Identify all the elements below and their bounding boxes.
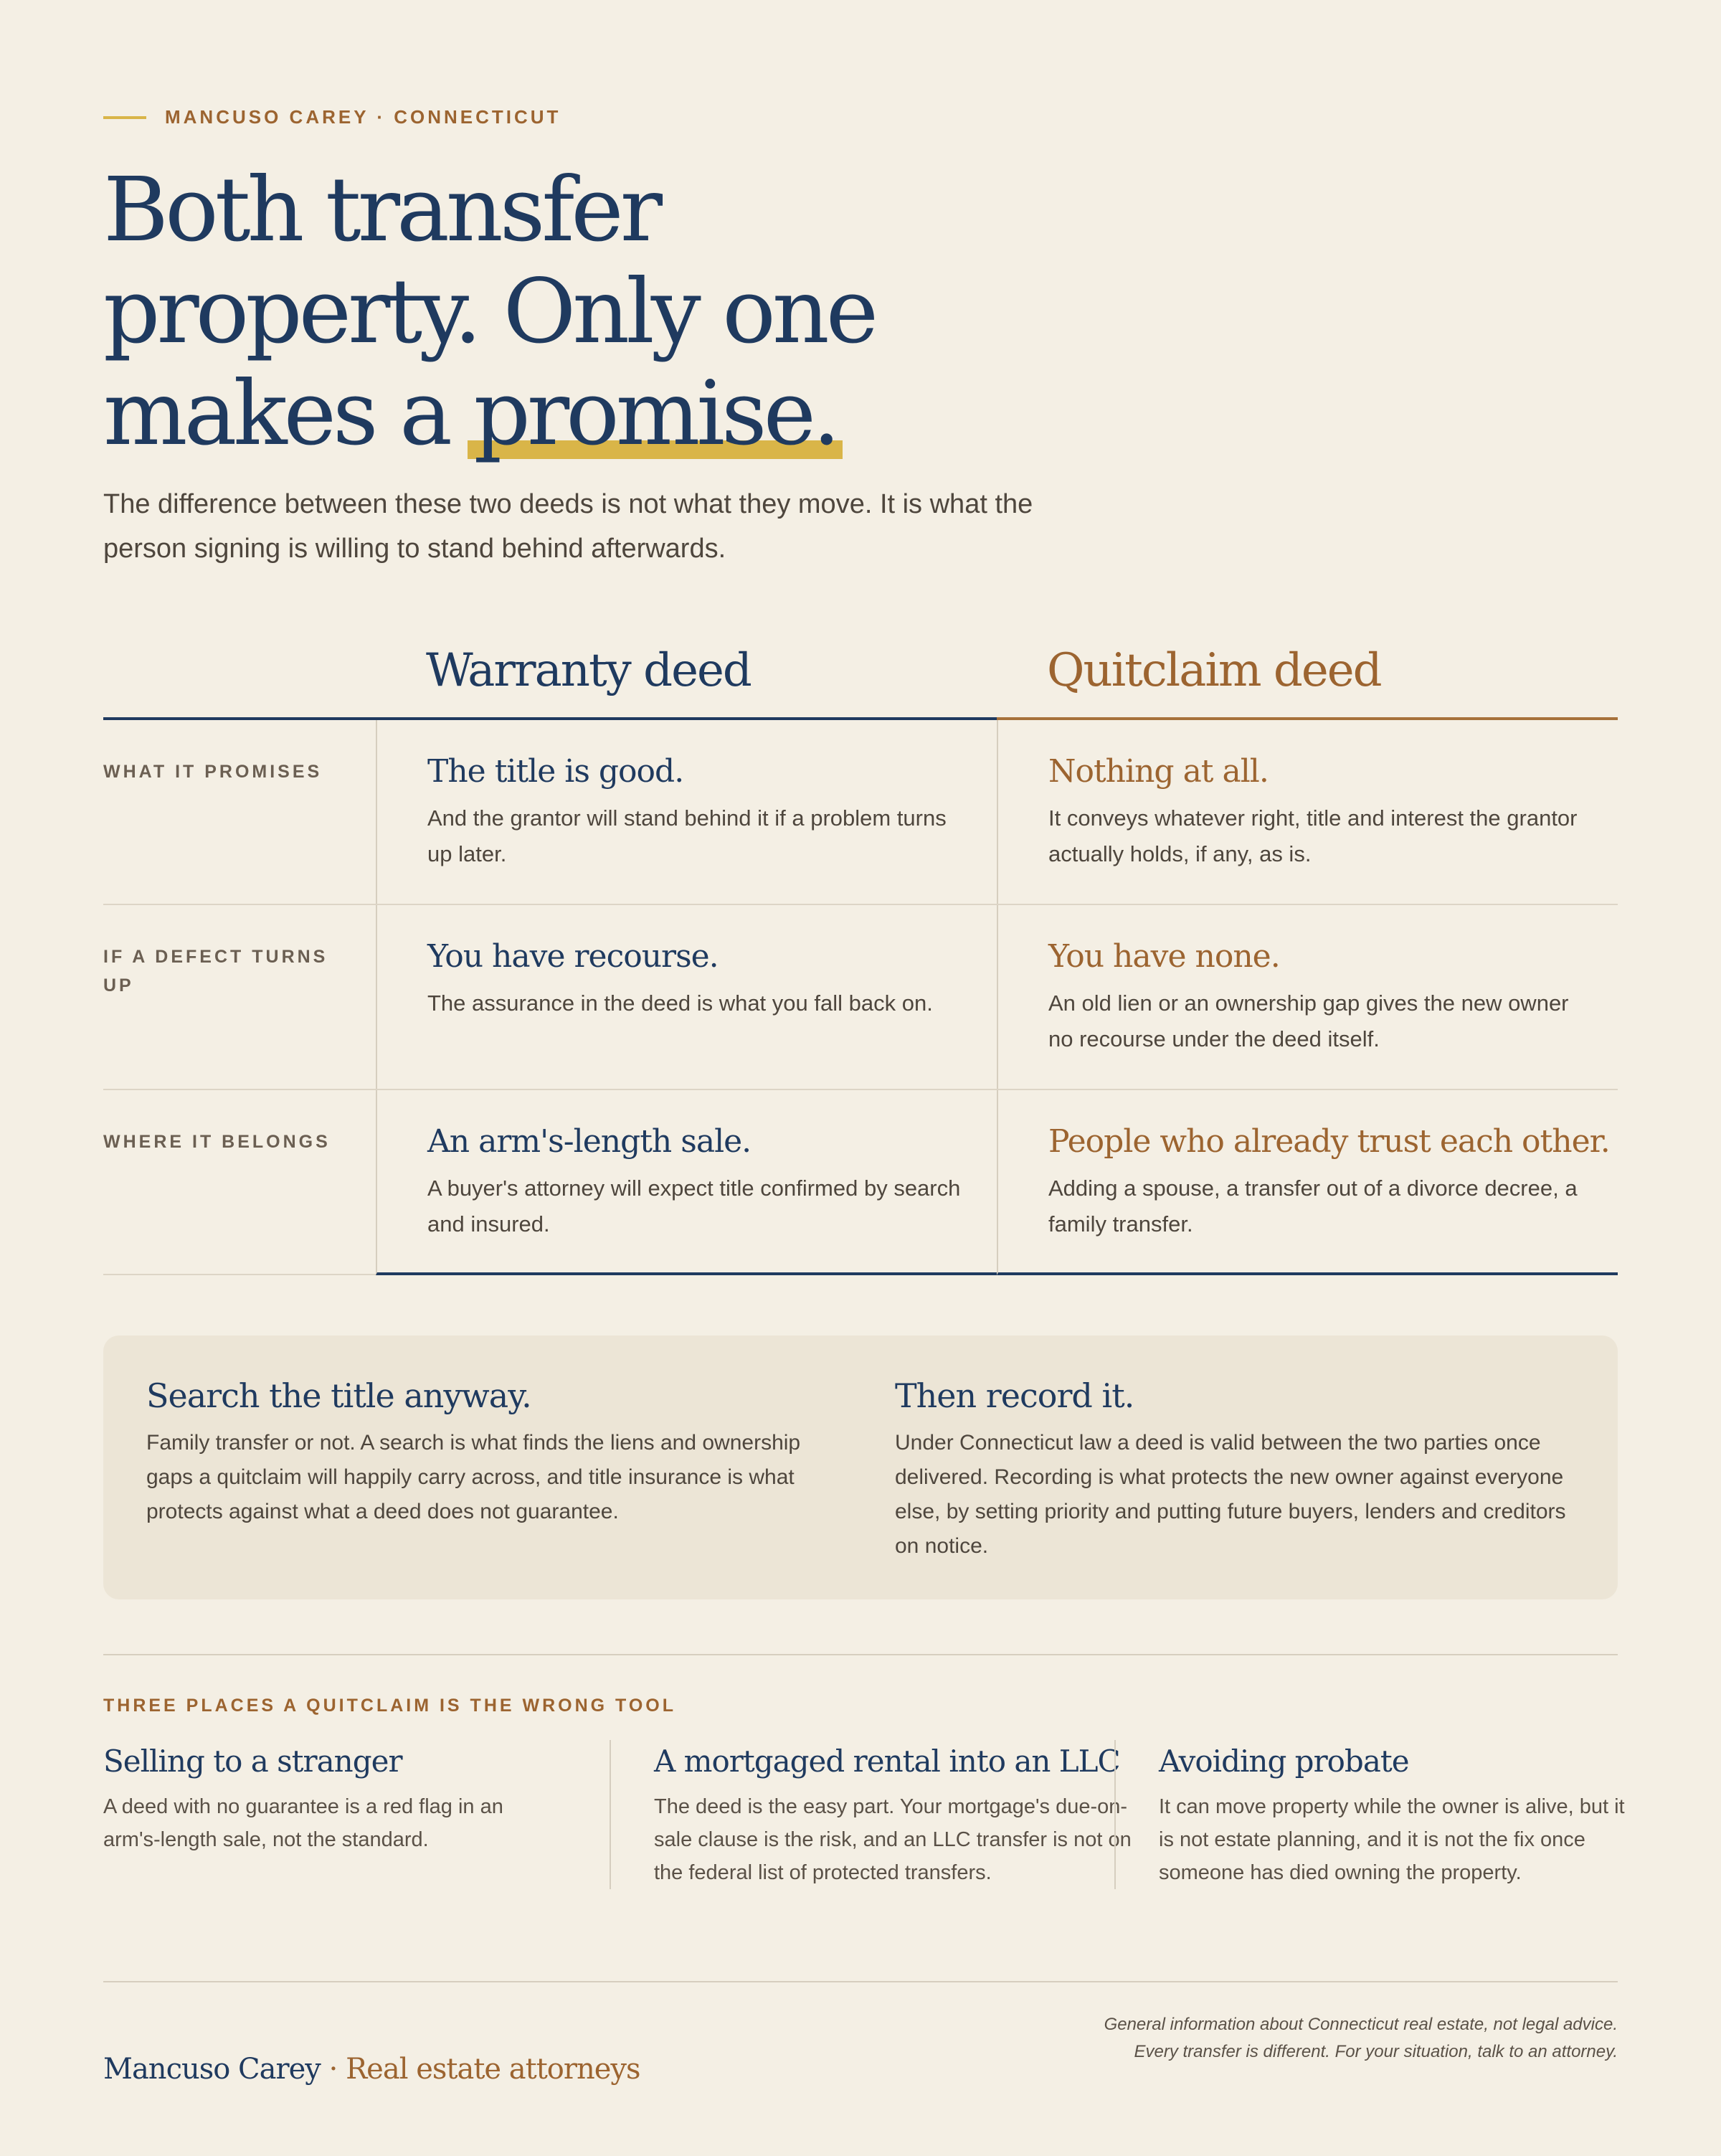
warranty-cell xyxy=(376,1090,997,1275)
search-title-text: Family transfer or not. A search is what finds the liens and ownership gaps a quitclaim will happily carry across, and title insurance is what protects against what a deed does not guarantee. xyxy=(146,1431,801,1523)
wrong-tool-text: A deed with no guarantee is a red flag in an arm's-length sale, not the standard. xyxy=(103,1795,503,1851)
cell-description: And the grantor will stand behind it if a problem turns up later. xyxy=(427,805,947,866)
comparison-table xyxy=(103,631,1618,1275)
cell-description: The assurance in the deed is what you fall back on. xyxy=(427,990,933,1016)
cell-title: People who already trust each other. xyxy=(1048,1123,1610,1160)
search-title-panel xyxy=(146,1373,835,1529)
brand-separator: · xyxy=(328,2053,338,2086)
eyebrow xyxy=(103,106,561,128)
table-row xyxy=(103,1090,1618,1275)
wrong-tool-item xyxy=(103,1740,562,1856)
cell-description: It conveys whatever right, title and interest the grantor actually holds, if any, as is. xyxy=(1048,805,1578,866)
table-row xyxy=(103,720,1618,905)
eyebrow-text: MANCUSO CAREY · CONNECTICUT xyxy=(165,106,561,128)
wrong-tool-title: A mortgaged rental into an LLC xyxy=(654,1744,1120,1779)
firm-tagline: Real estate attorneys xyxy=(346,2053,640,2086)
record-heading: Then record it. xyxy=(895,1376,1134,1415)
record-panel xyxy=(895,1373,1583,1564)
wrong-tool-item xyxy=(610,1740,1156,1889)
headline-line-2: property. Only one xyxy=(103,260,876,364)
row-label: WHAT IT PROMISES xyxy=(103,762,323,782)
quitclaim-cell xyxy=(997,905,1618,1089)
cell-description: A buyer's attorney will expect title confirmed by search and insured. xyxy=(427,1176,961,1237)
info-box xyxy=(103,1335,1618,1599)
quitclaim-cell xyxy=(997,1090,1618,1275)
quitclaim-heading: Quitclaim deed xyxy=(1047,644,1381,697)
search-title-heading: Search the title anyway. xyxy=(146,1376,531,1415)
intro-text: The difference between these two deeds is not what they move. It is what the person signing is willing to stand behind afterwards. xyxy=(103,489,1033,564)
wrong-tool-text: It can move property while the owner is alive, but it is not estate planning, and it is not the fix once someone has died owning the property. xyxy=(1159,1795,1625,1884)
cell-title: You have recourse. xyxy=(427,938,719,975)
headline-highlight: promise. xyxy=(473,362,838,465)
record-text: Under Connecticut law a deed is valid between the two parties once delivered. Recording is what protects the new owner against everyone else, by setting priority and putting future buyers, lenders and creditors on notice. xyxy=(895,1431,1566,1558)
disclaimer: General information about Connecticut real estate, not legal advice. Every transfer is different. For your situation, talk to an attorney. xyxy=(1104,2015,1618,2061)
row-label: WHERE IT BELONGS xyxy=(103,1132,331,1152)
cell-title: An arm's-length sale. xyxy=(427,1123,752,1160)
cell-description: An old lien or an ownership gap gives the new owner no recourse under the deed itself. xyxy=(1048,990,1569,1051)
cell-title: The title is good. xyxy=(427,753,684,790)
warranty-cell xyxy=(376,720,997,904)
cell-title: Nothing at all. xyxy=(1048,753,1269,790)
headline-line-3: makes a xyxy=(103,362,450,465)
headline-line-1: Both transfer xyxy=(103,159,659,262)
table-row xyxy=(103,905,1618,1090)
wrong-tool-title: Selling to a stranger xyxy=(103,1744,402,1779)
warranty-heading: Warranty deed xyxy=(426,644,751,697)
table-header xyxy=(103,631,1618,720)
wrong-tool-item xyxy=(1114,1740,1625,1889)
eyebrow-rule xyxy=(103,116,146,119)
footer-divider xyxy=(103,1981,1618,1982)
footer-brand xyxy=(103,2053,640,2086)
row-label: IF A DEFECT TURNS UP xyxy=(103,947,328,996)
section-divider xyxy=(103,1654,1618,1655)
cell-title: You have none. xyxy=(1048,938,1280,975)
quitclaim-cell xyxy=(997,720,1618,904)
warranty-cell xyxy=(376,905,997,1089)
firm-name: Mancuso Carey xyxy=(103,2053,321,2086)
wrong-tool-title: Avoiding probate xyxy=(1159,1744,1409,1779)
cell-description: Adding a spouse, a transfer out of a divorce decree, a family transfer. xyxy=(1048,1176,1578,1237)
wrong-tool-heading: THREE PLACES A QUITCLAIM IS THE WRONG TOOL xyxy=(103,1696,677,1716)
wrong-tool-text: The deed is the easy part. Your mortgage's due-on-sale clause is the risk, and an LLC transfer is not on the federal list of protected transfers. xyxy=(654,1795,1132,1884)
page-title xyxy=(103,159,1035,465)
